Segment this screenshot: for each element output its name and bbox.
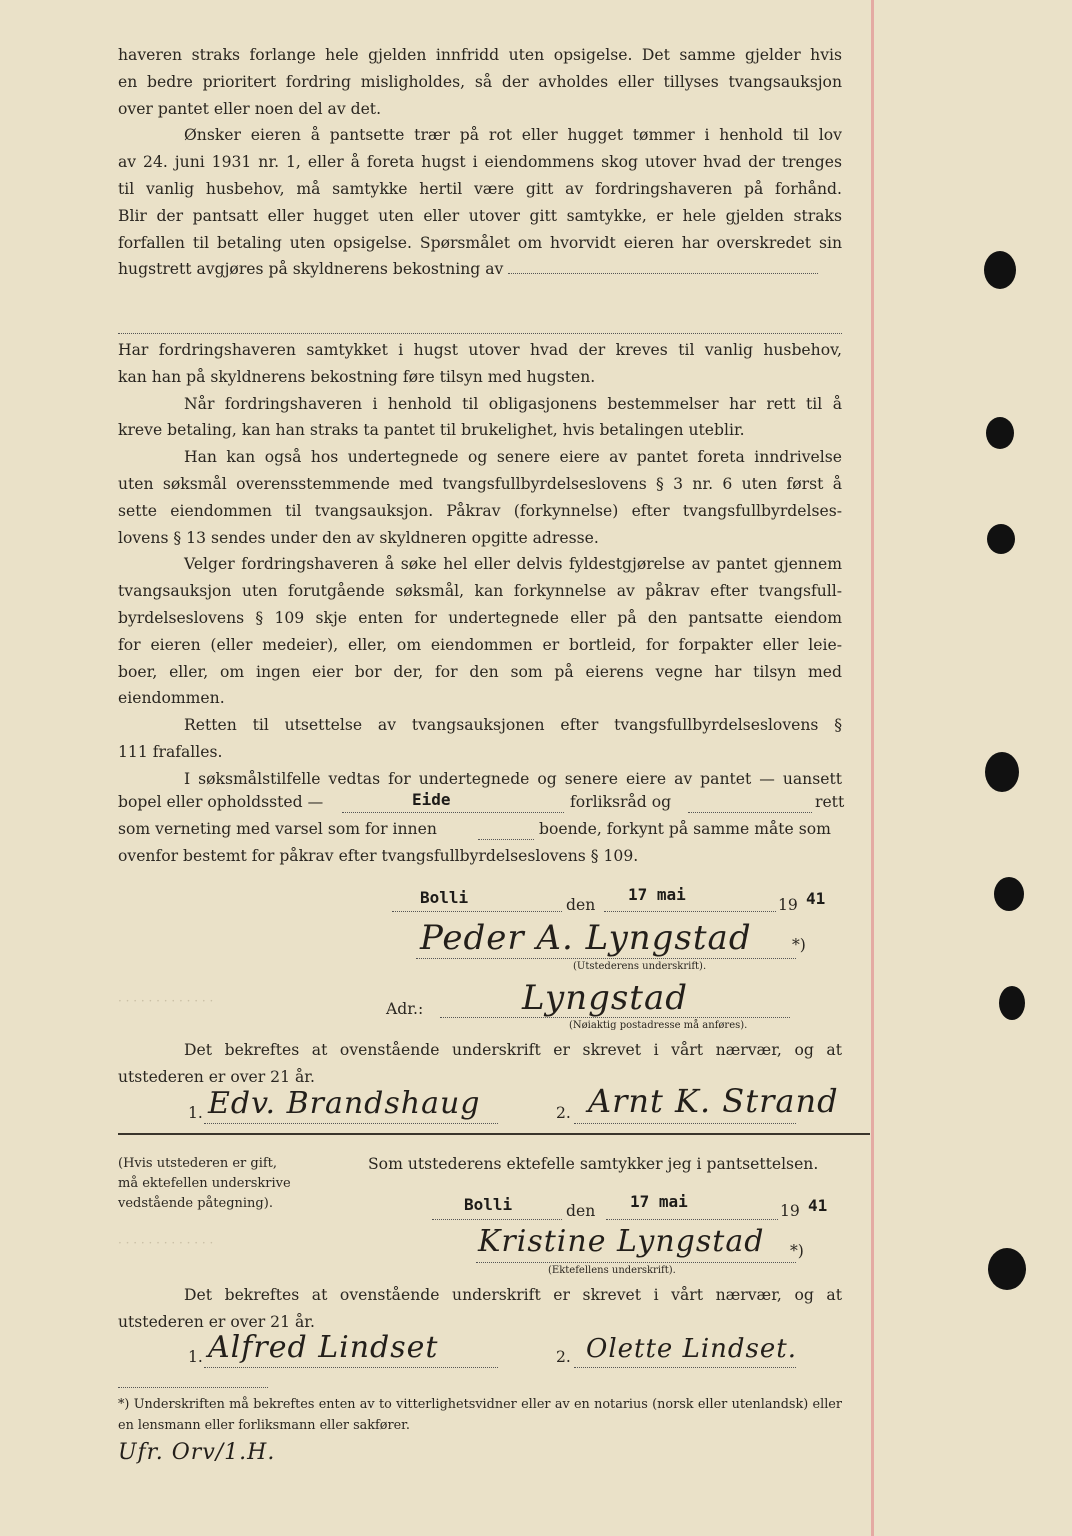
note-line: må ektefellen underskrive: [118, 1176, 291, 1191]
paragraph-block-mid: [118, 337, 842, 793]
text-line: av 24. juni 1931 nr. 1, eller å foreta hugst i eiendommens skog utover hvad der trenges: [118, 153, 842, 172]
text-line: tvangsauksjon uten forutgående søksmål, kan forkynnelse av påkrav efter tvangsfull-: [118, 582, 842, 601]
ovenfor-text: ovenfor bestemt for påkrav efter tvangsfullbyrdelseslovens § 109.: [118, 847, 639, 865]
date2-den: den: [566, 1202, 596, 1220]
witness1-signature1: Edv. Brandshaug: [208, 1086, 481, 1121]
text-line: en bedre prioritert fordring misligholdes, så der avholdes eller tillyses tvangsauksjon: [118, 72, 842, 91]
spouse-note: [118, 1154, 291, 1214]
fill-dots: [342, 812, 564, 813]
address-label: Adr.:: [386, 1000, 424, 1018]
witness-line: [204, 1123, 498, 1124]
text-line: Han kan også hos undertegnede og senere eiere av pantet foreta inndrivelse: [184, 448, 842, 467]
spouse-signature: Kristine Lyngstad: [478, 1224, 765, 1259]
text-line: over pantet eller noen del av det.: [118, 99, 382, 118]
witness1-signature2: Arnt K. Strand: [588, 1082, 839, 1120]
signature1-caption: (Utstederens underskrift).: [573, 961, 707, 972]
note-line: vedstående påtegning).: [118, 1196, 273, 1211]
spouse-consent: Som utstederens ektefelle samtykker jeg i pantsettelsen.: [368, 1155, 819, 1173]
red-margin-line: [871, 0, 874, 1536]
punch-hole-3: [987, 524, 1015, 554]
boende-text: boende, forkynt på samme måte som: [539, 820, 831, 838]
date2-daymonth: 17 mai: [630, 1192, 688, 1211]
footnote: *) Underskriften må bekreftes enten av to vitterlighetsvidner eller av en notarius (norsk eller utenlandsk) eller en lensmann eller forliksmann eller sakfører.: [118, 1397, 842, 1433]
text-line: I søksmålstilfelle vedtas for undertegnede og senere eiere av pantet — uansett: [184, 769, 842, 788]
date1-daymonth: 17 mai: [628, 885, 686, 904]
date1-year-suffix: 41: [806, 889, 826, 908]
fill-dots: [688, 812, 812, 813]
date1-place: Bolli: [420, 888, 469, 907]
text-line: forfallen til betaling uten opsigelse. Spørsmålet om hvorvidt eieren har overskredet sin: [118, 233, 842, 252]
fill-dots: [432, 1219, 562, 1220]
text-line: lovens § 13 sendes under den av skyldneren opgitte adresse.: [118, 528, 599, 547]
date2-place: Bolli: [464, 1195, 513, 1214]
note-line: (Hvis utstederen er gift,: [118, 1156, 278, 1171]
text-line: sette eiendommen til tvangsauksjon. Påkrav (forkynnelse) efter tvangsfullbyrdelses-: [118, 501, 842, 520]
text-line: Retten til utsettelse av tvangsauksjonen efter tvangsfullbyrdelseslovens §: [184, 716, 842, 735]
date1-year-prefix: 19: [778, 896, 798, 914]
fill-dots: [606, 1219, 778, 1220]
witness2-signature2: Olette Lindset.: [586, 1334, 797, 1364]
signature1-marker: *): [792, 936, 806, 954]
text-line: til vanlig husbehov, må samtykke hertil være gitt av fordringshaveren på forhånd.: [118, 179, 842, 198]
witness2-text: [118, 1282, 842, 1336]
text-line: 111 frafalles.: [118, 742, 223, 761]
punch-hole-6: [999, 986, 1025, 1020]
fill-dots: [392, 911, 562, 912]
hugstrett-text: hugstrett avgjøres på skyldnerens bekostning av: [118, 260, 504, 279]
witness1-number1: 1.: [188, 1104, 203, 1122]
rett-label: rett: [815, 793, 845, 811]
punch-hole-7: [988, 1248, 1026, 1290]
bleed-through-text: · · · · · · · · · · · · ·: [118, 994, 214, 1008]
witness2-number2: 2.: [556, 1348, 571, 1366]
witness-line: [574, 1123, 796, 1124]
signature2-marker: *): [790, 1242, 804, 1260]
verneting-text: som verneting med varsel som for innen: [118, 820, 437, 838]
paragraph-block-top: [118, 42, 842, 283]
text-line: for eieren (eller medeier), eller, om eiendommen er bortleid, for forpakter eller leie-: [118, 635, 842, 654]
dotted-rule: [118, 333, 842, 334]
text-line: haveren straks forlange hele gjelden innfridd uten opsigelse. Det samme gjelder hvis: [118, 46, 842, 64]
punch-hole-5: [994, 877, 1024, 911]
signature-line: [476, 1262, 796, 1263]
text-line: kreve betaling, kan han straks ta pantet til brukelighet, hvis betalingen uteblir.: [118, 421, 745, 440]
text-line: utstederen er over 21 år.: [118, 1312, 315, 1331]
fill-dots: [478, 839, 534, 840]
date2-year-suffix: 41: [808, 1196, 828, 1215]
witness1-number2: 2.: [556, 1104, 571, 1122]
bopel-label: bopel eller opholdssted —: [118, 793, 324, 811]
address-caption: (Nøiaktig postadresse må anføres).: [569, 1020, 748, 1031]
witness-line: [204, 1367, 498, 1368]
text-line: Når fordringshaveren i henhold til obligasjonens bestemmelser har rett til å: [184, 394, 842, 413]
text-line: Det bekreftes at ovenstående underskrift er skrevet i vårt nærvær, og at: [184, 1286, 842, 1304]
date1-den: den: [566, 896, 596, 914]
forliksrad-label: forliksråd og: [570, 793, 672, 811]
fill-dots: [508, 272, 818, 274]
text-line: Har fordringshaveren samtykket i hugst utover hvad der kreves til vanlig husbehov,: [118, 341, 842, 359]
text-line: eiendommen.: [118, 689, 225, 708]
text-line: Velger fordringshaveren å søke hel eller delvis fyldestgjørelse av pantet gjennem: [184, 555, 842, 574]
punch-hole-2: [986, 417, 1014, 449]
punch-hole-4: [985, 752, 1019, 792]
footnote-rule: [118, 1387, 268, 1388]
text-line: boer, eller, om ingen eier bor der, for den som på eierens vegne har tilsyn med: [118, 662, 842, 681]
address-line: [440, 1017, 790, 1018]
text-line: utstederen er over 21 år.: [118, 1067, 315, 1086]
fill-dots: [604, 911, 776, 912]
bleed-through-text: · · · · · · · · · · · · ·: [118, 1236, 214, 1250]
signature-line: [416, 958, 796, 959]
text-line: Blir der pantsatt eller hugget uten eller utover gitt samtykke, er hele gjelden straks: [118, 206, 842, 225]
text-line: uten søksmål overensstemmende med tvangsfullbyrdelseslovens § 3 nr. 6 uten først å: [118, 474, 842, 493]
date2-year-prefix: 19: [780, 1202, 800, 1220]
signature2-caption: (Ektefellens underskrift).: [548, 1265, 676, 1276]
margin-handwritten-note: Ufr. Orv/1.H.: [118, 1440, 276, 1465]
text-line: [118, 256, 842, 283]
address-handwritten: Lyngstad: [522, 978, 688, 1018]
typed-place-eide: Eide: [412, 790, 451, 809]
text-line: byrdelseslovens § 109 skje enten for undertegnede eller på den pantsatte eiendom: [118, 608, 842, 627]
issuer-signature: Peder A. Lyngstad: [420, 918, 752, 958]
section-divider: [118, 1133, 870, 1135]
witness2-signature1: Alfred Lindset: [208, 1330, 439, 1365]
witness-line: [574, 1367, 796, 1368]
witness2-number1: 1.: [188, 1348, 203, 1366]
text-line: kan han på skyldnerens bekostning føre tilsyn med hugsten.: [118, 367, 596, 386]
punch-hole-1: [984, 251, 1016, 289]
text-line: Det bekreftes at ovenstående underskrift er skrevet i vårt nærvær, og at: [184, 1041, 842, 1059]
text-line: Ønsker eieren å pantsette trær på rot eller hugget tømmer i henhold til lov: [184, 126, 842, 145]
